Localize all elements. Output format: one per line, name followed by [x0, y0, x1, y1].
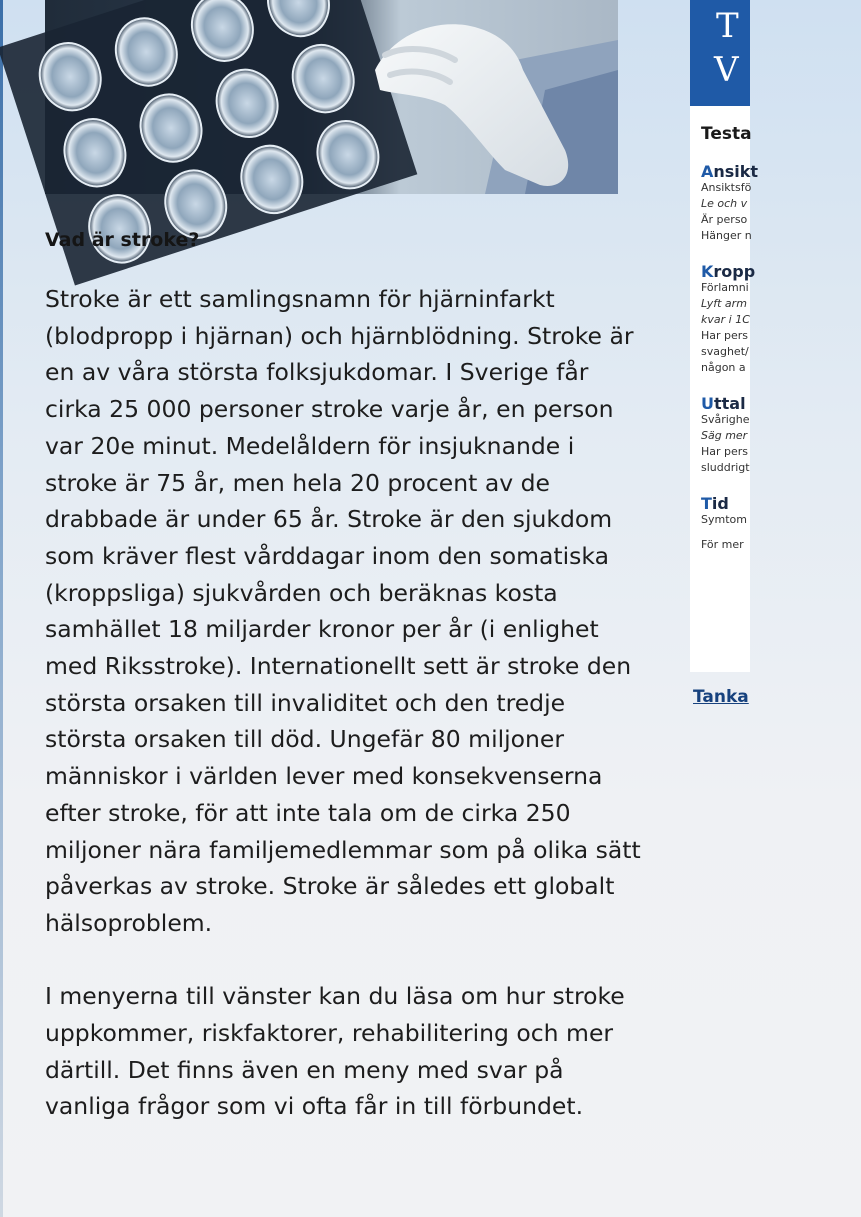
section-line: Hänger n: [701, 229, 752, 242]
section-title-ansikte: [701, 162, 758, 181]
section-line: Symtom: [701, 513, 747, 526]
section-title-rest: nsikt: [713, 162, 759, 181]
section-line: Har pers: [701, 329, 749, 342]
stroke-test-card: [690, 0, 759, 672]
section-title-rest: id: [711, 494, 729, 513]
hero-image: [45, 0, 618, 194]
left-border: [0, 0, 3, 1217]
side-banner[interactable]: [690, 0, 750, 106]
section-line: Säg mer: [701, 429, 748, 442]
section-line: Le och v: [701, 197, 748, 210]
article-paragraph: Stroke är ett samlingsnamn för hjärninfarkt (blodpropp i hjärnan) och hjärnblödning. Stroke är en av våra största folksjukdomar. I Sverige får cirka 25 000 personer stroke varje år, en person var 20e minut. Medelåldern för insjuknande i stroke är 75 år, men hela 20 procent av de drabbade är under 65 år. Stroke är den sjukdom som kräver flest vårddagar inom den somatiska (kroppsliga) sjukvården och beräknas kosta samhället 18 miljarder kronor per år (i enlighet med Riksstroke). Internationellt sett är stroke den största orsaken till invaliditet och den tredje största orsaken till död. Ungefär 80 miljoner människor i världen lever med konsekvenserna efter stroke, för att inte tala om de cirka 250 miljoner nära familjemedlemmar som på olika sätt påverkas av stroke. Stroke är således ett globalt hälsoproblem.: [45, 285, 641, 937]
section-initial: U: [701, 394, 714, 413]
section-initial: A: [701, 162, 714, 181]
side-title: Testa: [701, 124, 752, 144]
section-line: Är perso: [701, 213, 748, 226]
section-initial: K: [701, 262, 714, 281]
section-line[interactable]: För mer: [701, 538, 744, 551]
section-line: Svårighe: [701, 413, 750, 426]
section-title-uttal: [701, 394, 746, 413]
section-line: Ansiktsfö: [701, 181, 752, 194]
section-line: Lyft arm: [701, 297, 747, 310]
section-title-tid: [701, 494, 729, 513]
section-line: någon a: [701, 361, 746, 374]
article-paragraph: I menyerna till vänster kan du läsa om hur stroke uppkommer, riskfaktorer, rehabilitering och mer därtill. Det finns även en meny med svar på vanliga frågor som vi ofta får in till förbundet.: [45, 982, 625, 1121]
section-line: svaghet/: [701, 345, 749, 358]
brain-scan-illustration: [45, 0, 618, 194]
article-body: [45, 281, 645, 1125]
banner-letter: V: [714, 50, 739, 90]
section-title-kropp: [701, 262, 755, 281]
section-title-rest: ropp: [713, 262, 756, 281]
section-line: kvar i 1C: [701, 313, 750, 326]
banner-letter: T: [716, 6, 739, 46]
section-title-rest: ttal: [714, 394, 746, 413]
section-line: Har pers: [701, 445, 749, 458]
section-line: sluddrigt: [701, 461, 750, 474]
section-line: Förlamni: [701, 281, 749, 294]
article-heading: Vad är stroke?: [45, 229, 200, 251]
section-initial: T: [701, 494, 712, 513]
download-link[interactable]: Tanka: [693, 687, 749, 707]
